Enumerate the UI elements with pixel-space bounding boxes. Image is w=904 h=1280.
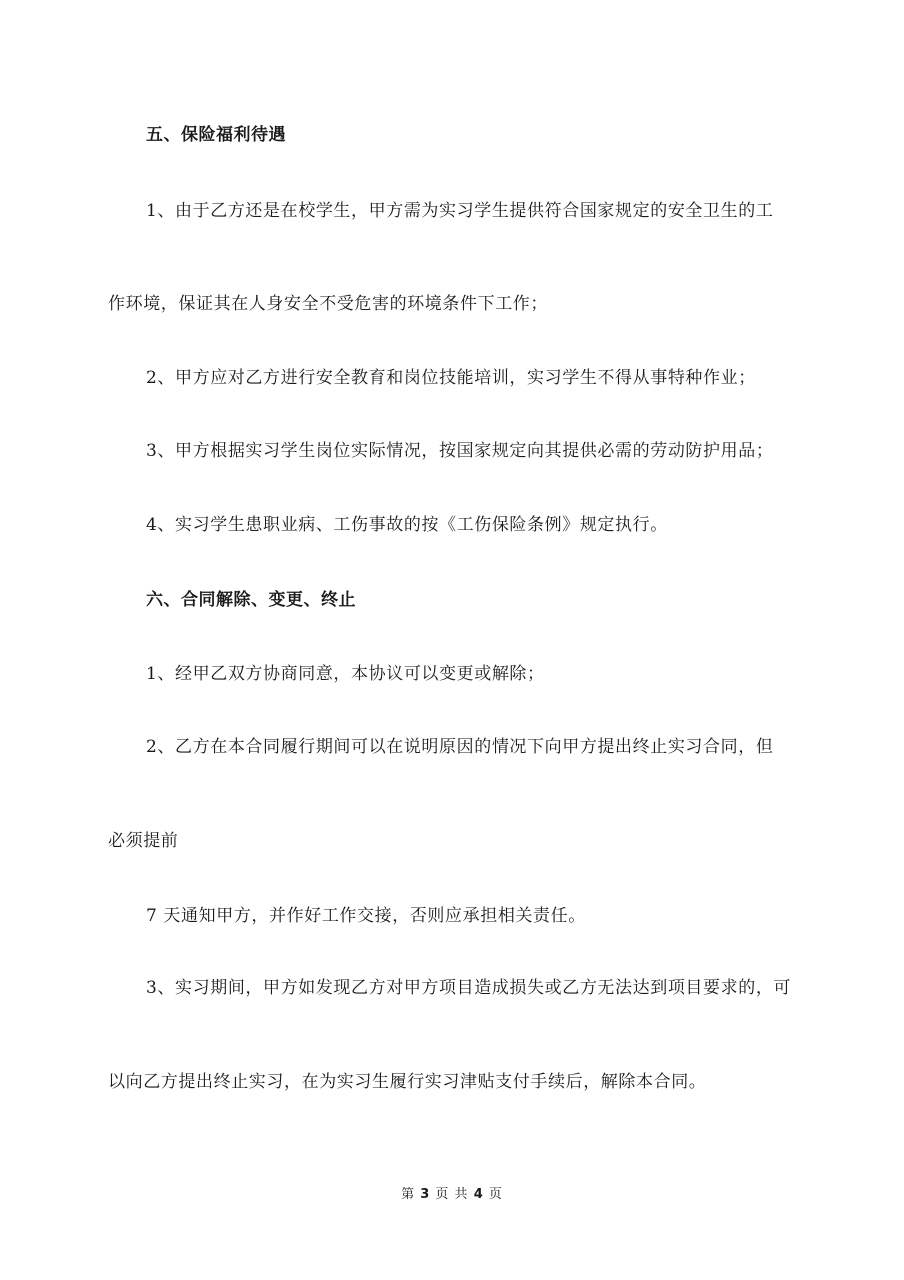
clause-6-3-line-2: 以向乙方提出终止实习，在为实习生履行实习津贴支付手续后，解除本合同。: [108, 1072, 707, 1092]
section-heading-insurance: 五、保险福利待遇: [146, 125, 286, 145]
section-heading-termination: 六、合同解除、变更、终止: [146, 590, 356, 610]
clause-5-1-line-1: 1、由于乙方还是在校学生，甲方需为实习学生提供符合国家规定的安全卫生的工: [146, 201, 774, 221]
footer-prefix: 第: [401, 1187, 416, 1202]
clause-5-2: 2、甲方应对乙方进行安全教育和岗位技能培训，实习学生不得从事特种作业；: [146, 368, 756, 388]
footer-suffix: 页: [488, 1187, 503, 1202]
clause-6-2-line-3: 7 天通知甲方，并作好工作交接，否则应承担相关责任。: [146, 906, 586, 926]
page-footer: [0, 1186, 904, 1204]
clause-6-1: 1、经甲乙双方协商同意，本协议可以变更或解除；: [146, 664, 545, 684]
clause-6-2-line-1: 2、乙方在本合同履行期间可以在说明原因的情况下向甲方提出终止实习合同，但: [146, 737, 774, 757]
clause-5-1-line-2: 作环境，保证其在人身安全不受危害的环境条件下工作；: [108, 294, 548, 314]
clause-5-3: 3、甲方根据实习学生岗位实际情况，按国家规定向其提供必需的劳动防护用品；: [146, 441, 774, 461]
clause-6-2-line-2: 必须提前: [108, 831, 179, 851]
clause-5-4: 4、实习学生患职业病、工伤事故的按《工伤保险条例》规定执行。: [146, 515, 668, 535]
clause-6-3-line-1: 3、实习期间，甲方如发现乙方对甲方项目造成损失或乙方无法达到项目要求的，可: [146, 978, 792, 998]
footer-middle: 页 共: [435, 1187, 469, 1202]
footer-current-page: 3: [420, 1187, 431, 1202]
footer-total-pages: 4: [473, 1187, 484, 1202]
